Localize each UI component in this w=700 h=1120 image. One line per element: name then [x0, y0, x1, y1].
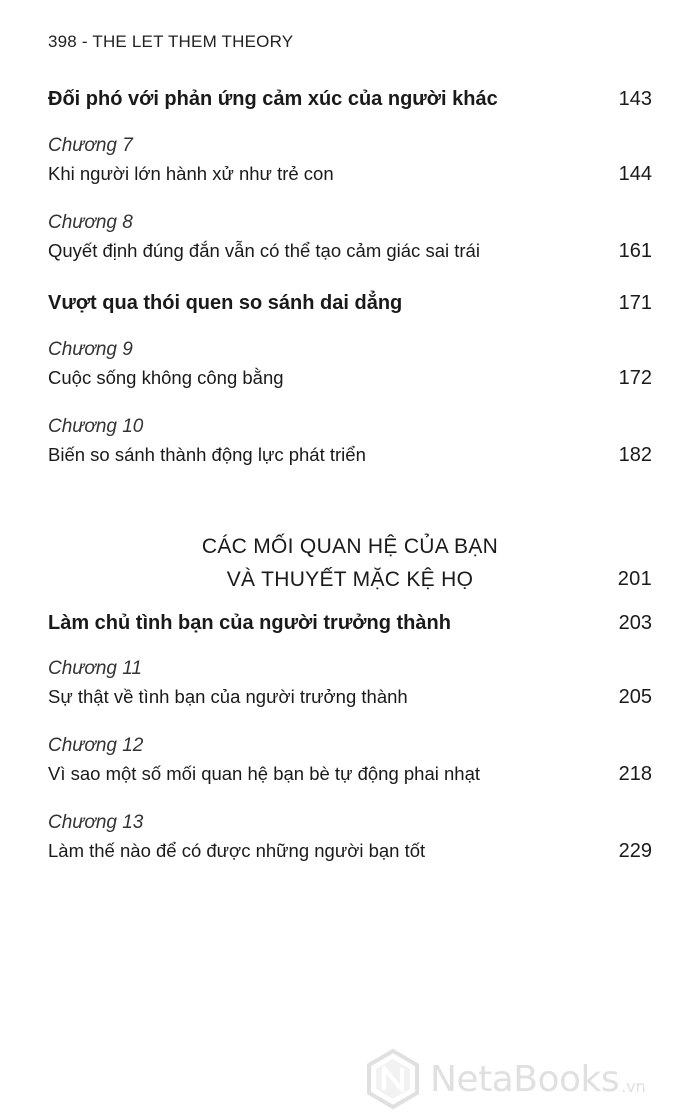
- section-title: Đối phó với phản ứng cảm xúc của người khác: [48, 88, 498, 110]
- chapter-label: Chương 13: [48, 812, 144, 833]
- toc-chapter-entry: [48, 416, 652, 467]
- page-number: 201: [617, 568, 652, 590]
- netabooks-logo-icon: [362, 1048, 424, 1110]
- chapter-title: Khi người lớn hành xử như trẻ con: [48, 163, 334, 184]
- page-number: 144: [618, 163, 652, 185]
- chapter-title: Cuộc sống không công bằng: [48, 367, 284, 388]
- toc-chapter-entry: [48, 339, 652, 390]
- chapter-label: Chương 11: [48, 658, 142, 679]
- toc-chapter-entry: [48, 658, 652, 709]
- watermark-text: NetaBooks: [430, 1058, 620, 1100]
- toc-section-heading: [48, 292, 652, 315]
- chapter-label: Chương 10: [48, 416, 144, 437]
- chapter-label: Chương 9: [48, 339, 133, 360]
- chapter-label: Chương 8: [48, 212, 133, 233]
- page-number: 205: [618, 686, 652, 708]
- chapter-title: Làm thế nào để có được những người bạn tốt: [48, 840, 426, 861]
- toc-chapter-entry: [48, 212, 652, 263]
- toc-section-heading: [48, 612, 652, 635]
- chapter-title: Biến so sánh thành động lực phát triển: [48, 444, 366, 465]
- watermark: [362, 1044, 694, 1114]
- page-number: 218: [618, 763, 652, 785]
- page-number: 203: [618, 612, 652, 634]
- part-heading: [48, 530, 652, 596]
- toc-chapter-entry: [48, 735, 652, 786]
- chapter-label: Chương 12: [48, 735, 144, 756]
- page-number: 171: [618, 292, 652, 314]
- toc-chapter-entry: [48, 135, 652, 186]
- section-title: Vượt qua thói quen so sánh dai dẳng: [48, 292, 403, 314]
- section-title: Làm chủ tình bạn của người trưởng thành: [48, 612, 451, 634]
- page-number: 143: [618, 88, 652, 110]
- part-title-line: VÀ THUYẾT MẶC KỆ HỌ: [226, 568, 474, 591]
- chapter-title: Vì sao một số mối quan hệ bạn bè tự động phai nhạt: [48, 763, 481, 784]
- watermark-suffix: .vn: [621, 1076, 646, 1096]
- part-title-line: CÁC MỐI QUAN HỆ CỦA BẠN: [201, 535, 499, 558]
- page-number: 172: [618, 367, 652, 389]
- page-number: 161: [618, 240, 652, 262]
- page-number: 182: [618, 444, 652, 466]
- chapter-title: Sự thật về tình bạn của người trưởng thành: [48, 686, 408, 707]
- chapter-label: Chương 7: [48, 135, 133, 156]
- toc-section-heading: [48, 88, 652, 111]
- toc-chapter-entry: [48, 812, 652, 863]
- running-head: 398 - THE LET THEM THEORY: [48, 32, 294, 51]
- page-number: 229: [618, 840, 652, 862]
- chapter-title: Quyết định đúng đắn vẫn có thể tạo cảm giác sai trái: [48, 240, 480, 261]
